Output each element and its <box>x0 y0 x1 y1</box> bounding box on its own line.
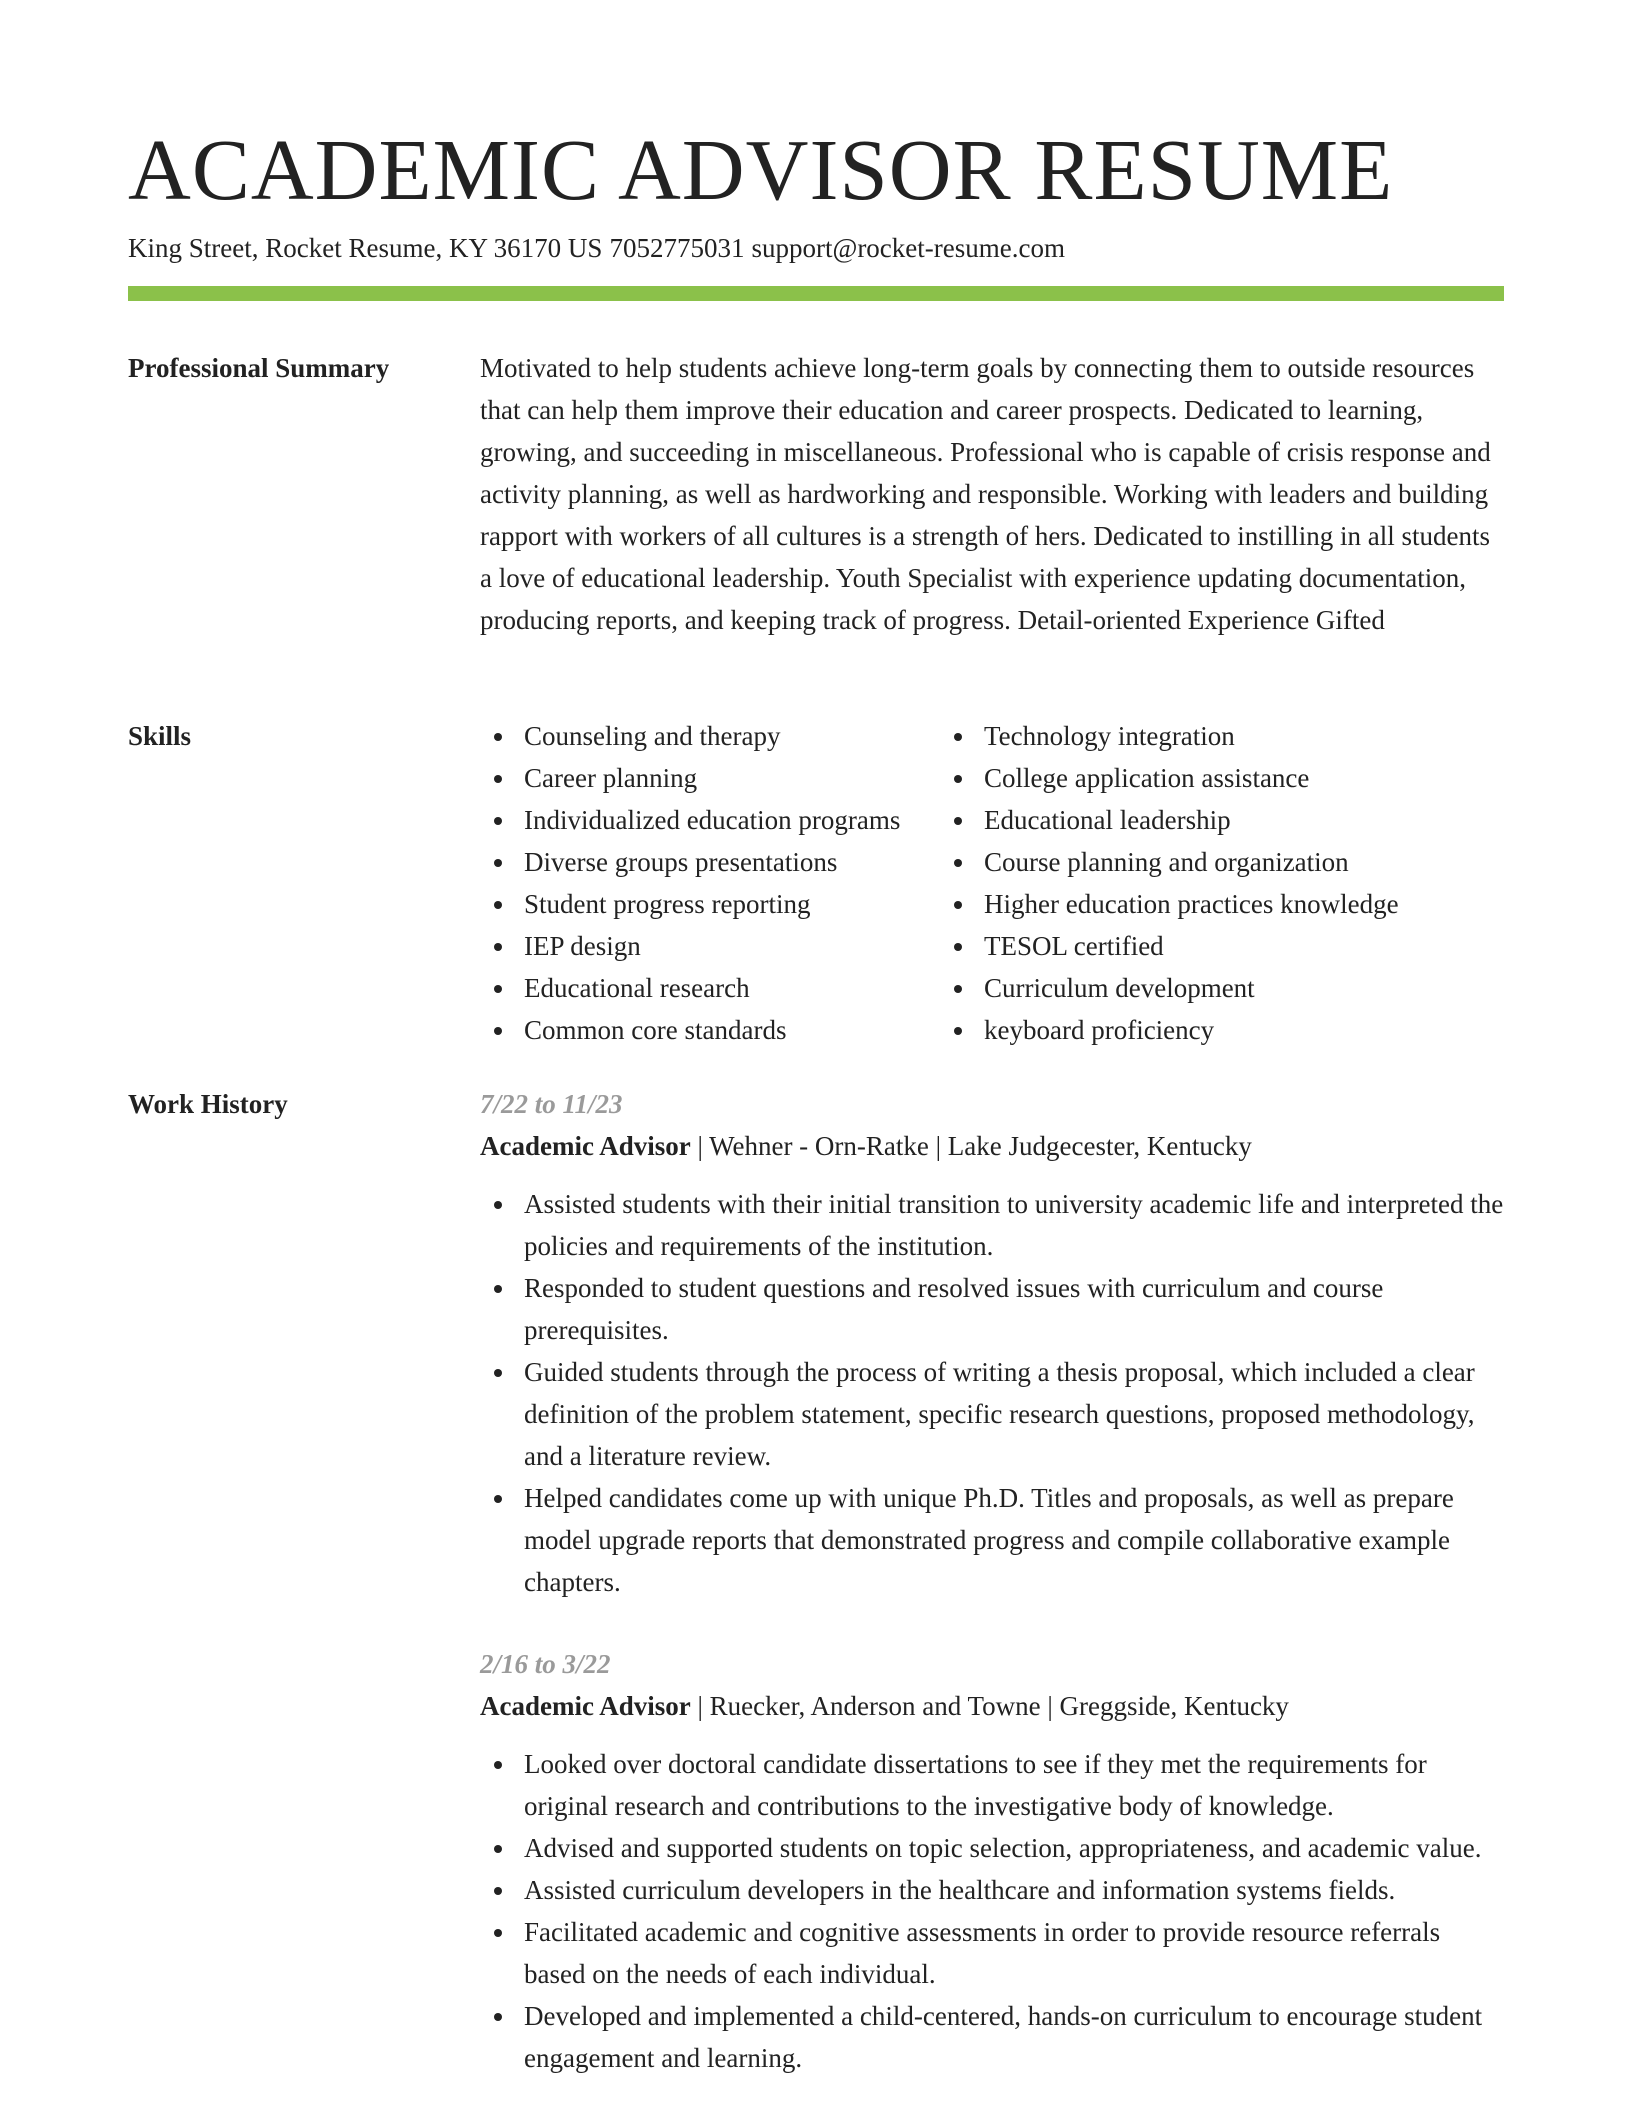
header-divider <box>128 286 1504 301</box>
summary-body <box>480 347 1504 641</box>
summary-text: Motivated to help students achieve long-term goals by connecting them to outside resources that can help them improve their education and career prospects. Dedicated to learning, growing, and succeeding in miscellaneous. Professional who is capable of crisis response and activity planning, as well as hardworking and responsible. Working with leaders and building rapport with workers of all cultures is a strength of hers. Dedicated to instilling in all students a love of educational leadership. Youth Specialist with experience updating documentation, producing reports, and keeping track of progress. Detail-oriented Experience Gifted <box>480 353 1491 635</box>
job-bullet: Looked over doctoral candidate dissertations to see if they met the requirements for original research and contributions to the investigative body of knowledge. <box>524 1743 1504 1827</box>
summary-label: Professional Summary <box>128 353 390 383</box>
work-history-body <box>480 1083 1504 2119</box>
skill-item: Diverse groups presentations <box>524 841 940 883</box>
contact-address: King Street, Rocket Resume, KY 36170 US <box>128 233 603 263</box>
job-bullet: Responded to student questions and resolved issues with curriculum and course prerequisites. <box>524 1267 1504 1351</box>
job-entry <box>480 1083 1504 1603</box>
skill-item: Technology integration <box>984 715 1399 757</box>
skill-item: TESOL certified <box>984 925 1399 967</box>
skill-item: Higher education practices knowledge <box>984 883 1399 925</box>
job-details: | Ruecker, Anderson and Towne | Greggside, Kentucky <box>690 1691 1289 1721</box>
job-bullet: Assisted students with their initial transition to university academic life and interpreted the policies and requirements of the institution. <box>524 1183 1504 1267</box>
skills-columns <box>480 715 1504 1051</box>
skills-body <box>480 715 1504 1051</box>
skill-item: Individualized education programs <box>524 799 940 841</box>
contact-email: support@rocket-resume.com <box>751 233 1065 263</box>
skill-item: Educational leadership <box>984 799 1399 841</box>
skills-label: Skills <box>128 721 192 751</box>
job-entry <box>480 1643 1504 2079</box>
job-bullet: Guided students through the process of writing a thesis proposal, which included a clear definition of the problem statement, specific research questions, proposed methodology, and a literature review. <box>524 1351 1504 1477</box>
job-bullet-list <box>480 1183 1504 1603</box>
job-bullet: Assisted curriculum developers in the healthcare and information systems fields. <box>524 1869 1504 1911</box>
skills-list-left <box>480 715 940 1051</box>
skill-item: Student progress reporting <box>524 883 940 925</box>
job-role: Academic Advisor <box>480 1691 691 1721</box>
job-dates: 2/16 to 3/22 <box>480 1649 611 1679</box>
skill-item: Counseling and therapy <box>524 715 940 757</box>
job-heading <box>480 1685 1504 1727</box>
job-details: | Wehner - Orn-Ratke | Lake Judgecester, Kentucky <box>690 1131 1252 1161</box>
skill-item: keyboard proficiency <box>984 1009 1399 1051</box>
job-bullet-list <box>480 1743 1504 2079</box>
skill-item: Educational research <box>524 967 940 1009</box>
contact-phone: 7052775031 <box>609 233 745 263</box>
skill-item: Common core standards <box>524 1009 940 1051</box>
skill-item: College application assistance <box>984 757 1399 799</box>
job-role: Academic Advisor <box>480 1131 691 1161</box>
skills-list-right <box>940 715 1399 1051</box>
job-bullet: Helped candidates come up with unique Ph.D. Titles and proposals, as well as prepare model upgrade reports that demonstrated progress and compile collaborative example chapters. <box>524 1477 1504 1603</box>
job-heading <box>480 1125 1504 1167</box>
job-bullet: Advised and supported students on topic selection, appropriateness, and academic value. <box>524 1827 1504 1869</box>
contact-line <box>128 232 1065 264</box>
skill-item: IEP design <box>524 925 940 967</box>
work-history-label: Work History <box>128 1089 288 1119</box>
skill-item: Career planning <box>524 757 940 799</box>
job-dates: 7/22 to 11/23 <box>480 1089 623 1119</box>
job-bullet: Developed and implemented a child-centered, hands-on curriculum to encourage student engagement and learning. <box>524 1995 1504 2079</box>
resume-title: ACADEMIC ADVISOR RESUME <box>128 121 1394 218</box>
skill-item: Curriculum development <box>984 967 1399 1009</box>
job-bullet: Facilitated academic and cognitive assessments in order to provide resource referrals based on the needs of each individual. <box>524 1911 1504 1995</box>
skill-item: Course planning and organization <box>984 841 1399 883</box>
